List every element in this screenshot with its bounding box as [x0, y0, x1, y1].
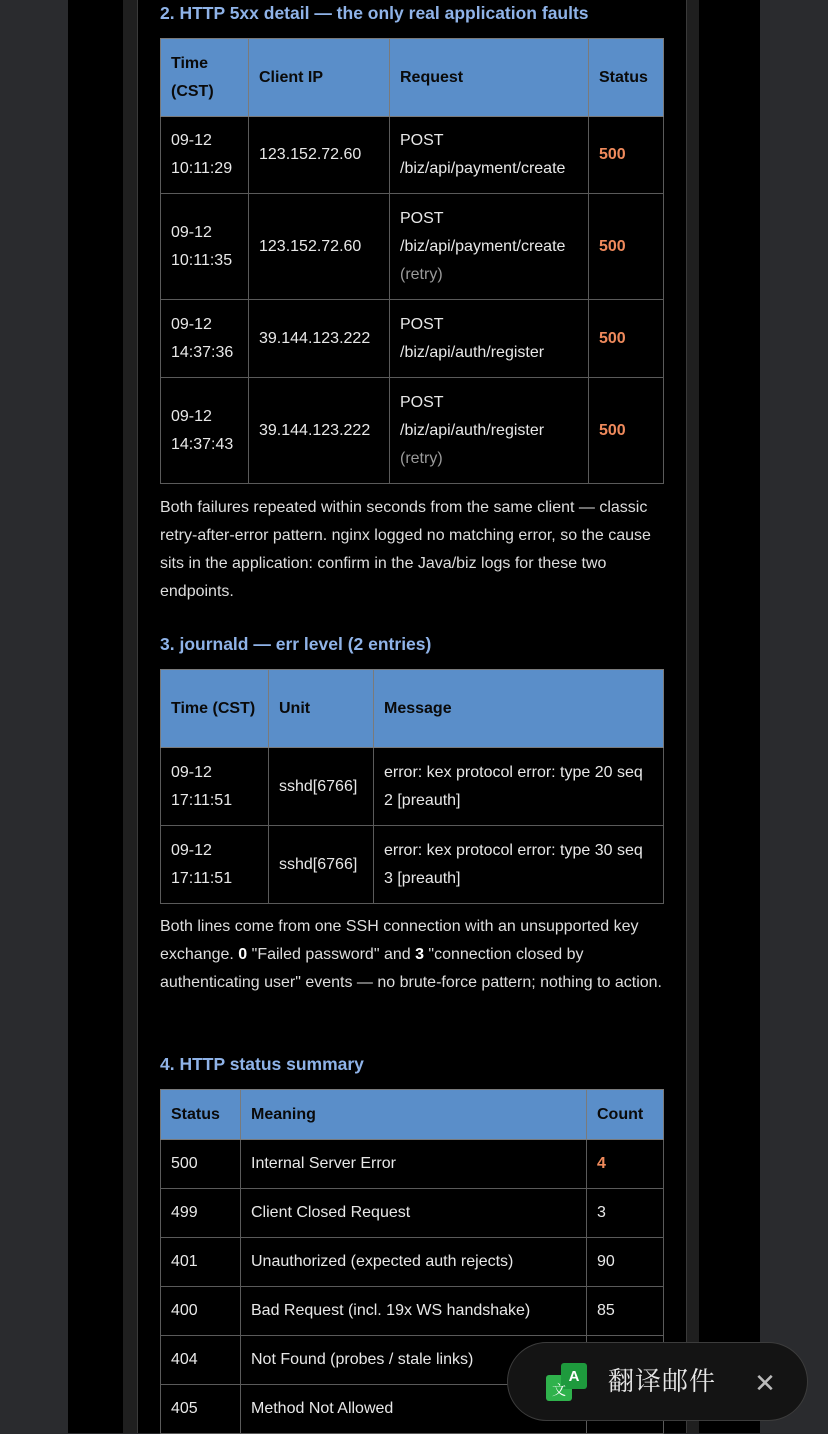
failed-password-count: 0	[238, 946, 248, 963]
close-icon[interactable]: ✕	[754, 1368, 776, 1398]
ip-cell: 123.152.72.60	[249, 194, 390, 300]
section-note-5xx: Both failures repeated within seconds from the same client — classic retry-after-error pattern. nginx logged no matching error, so the cause sits in the application: confirm in the Java/biz logs for these two endpoints.	[160, 499, 651, 600]
table-row	[161, 1287, 664, 1336]
meaning-cell: Unauthorized (expected auth rejects)	[241, 1238, 587, 1287]
date-text: 09-12	[171, 763, 212, 781]
http-5xx-table	[160, 38, 664, 484]
message-cell: error: kex protocol error: type 30 seq 3 [preauth]	[374, 826, 664, 904]
time-cell	[161, 826, 269, 904]
time-cell	[161, 748, 269, 826]
table-row	[161, 378, 664, 484]
method-text: POST	[400, 393, 444, 411]
translate-email-label[interactable]: 翻译邮件	[608, 1367, 717, 1397]
path-text: /biz/api/payment/create	[400, 160, 566, 177]
ip-cell: 39.144.123.222	[249, 300, 390, 378]
time-text: 14:37:36	[171, 343, 234, 361]
journald-table	[160, 669, 664, 904]
table-row	[161, 194, 664, 300]
table-row	[161, 1238, 664, 1287]
date-text: 09-12	[171, 132, 212, 149]
note-text: "Failed password" and	[247, 946, 416, 963]
meaning-cell: Bad Request (incl. 19x WS handshake)	[241, 1287, 587, 1336]
date-text: 09-12	[171, 315, 212, 333]
message-cell: error: kex protocol error: type 20 seq 2 [preauth]	[374, 748, 664, 826]
section-note-journald	[160, 913, 663, 997]
col-header-time: Time (CST)	[161, 39, 249, 117]
time-text: 14:37:43	[171, 435, 234, 453]
table-row	[161, 826, 664, 904]
meaning-cell: Method Not Allowed	[241, 1385, 587, 1434]
time-text: 17:11:51	[171, 869, 233, 887]
time-cell	[161, 300, 249, 378]
section-title-5xx: 2. HTTP 5xx detail — the only real application faults	[160, 3, 589, 23]
count-cell: 4	[587, 1140, 664, 1189]
status-cell: 499	[161, 1189, 241, 1238]
table-header-row	[161, 1090, 664, 1140]
ip-cell: 39.144.123.222	[249, 378, 390, 484]
method-text: POST	[400, 132, 444, 149]
status-cell: 401	[161, 1238, 241, 1287]
status-cell: 500	[589, 300, 664, 378]
time-cell	[161, 378, 249, 484]
section-title-journald: 3. journald — err level (2 entries)	[160, 634, 432, 654]
col-header-status: Status	[589, 39, 664, 117]
col-header-message: Message	[374, 670, 664, 748]
date-text: 09-12	[171, 841, 212, 859]
col-header-client-ip: Client IP	[249, 39, 390, 117]
time-cell	[161, 117, 249, 194]
table-header-row	[161, 39, 664, 117]
table-row	[161, 1189, 664, 1238]
unit-cell: sshd[6766]	[269, 748, 374, 826]
meaning-cell: Client Closed Request	[241, 1189, 587, 1238]
note-text: Both lines come from one SSH connection with an unsupported key exchange.	[160, 918, 639, 963]
col-header-status: Status	[161, 1090, 241, 1140]
table-row	[161, 748, 664, 826]
status-cell: 500	[589, 117, 664, 194]
section-title-status-summary: 4. HTTP status summary	[160, 1054, 364, 1074]
table-row	[161, 1140, 664, 1189]
col-header-request: Request	[390, 39, 589, 117]
translate-glyph-a: A	[568, 1368, 580, 1385]
status-cell: 400	[161, 1287, 241, 1336]
meaning-cell: Not Found (probes / stale links)	[241, 1336, 587, 1385]
status-cell: 500	[161, 1140, 241, 1189]
col-header-time: Time (CST)	[161, 670, 269, 748]
time-cell	[161, 194, 249, 300]
translate-email-toast[interactable]	[507, 1342, 808, 1421]
col-header-meaning: Meaning	[241, 1090, 587, 1140]
request-cell	[390, 194, 589, 300]
retry-note: (retry)	[400, 449, 443, 467]
table-row	[161, 300, 664, 378]
ip-cell: 123.152.72.60	[249, 117, 390, 194]
path-text: /biz/api/payment/create	[400, 237, 566, 255]
table-row	[161, 117, 664, 194]
path-text: /biz/api/auth/register	[400, 343, 545, 361]
time-text: 10:11:29	[171, 160, 233, 177]
count-cell: 85	[587, 1287, 664, 1336]
connection-closed-count: 3	[415, 946, 424, 963]
count-cell: 3	[587, 1189, 664, 1238]
unit-cell: sshd[6766]	[269, 826, 374, 904]
method-text: POST	[400, 209, 444, 227]
date-text: 09-12	[171, 407, 212, 425]
request-cell	[390, 300, 589, 378]
table-header-row	[161, 670, 664, 748]
meaning-cell: Internal Server Error	[241, 1140, 587, 1189]
col-header-unit: Unit	[269, 670, 374, 748]
request-cell	[390, 117, 589, 194]
time-text: 17:11:51	[171, 791, 233, 809]
col-header-count: Count	[587, 1090, 664, 1140]
path-text: /biz/api/auth/register	[400, 421, 545, 439]
method-text: POST	[400, 315, 444, 333]
status-cell: 500	[589, 194, 664, 300]
count-cell: 90	[587, 1238, 664, 1287]
translate-icon	[546, 1363, 590, 1405]
status-cell: 405	[161, 1385, 241, 1434]
note-text: "connection closed by authenticating user" events — no brute-force pattern; nothing to action.	[160, 946, 662, 991]
status-cell: 404	[161, 1336, 241, 1385]
status-cell: 500	[589, 378, 664, 484]
retry-note: (retry)	[400, 265, 443, 283]
date-text: 09-12	[171, 223, 212, 241]
request-cell	[390, 378, 589, 484]
time-text: 10:11:35	[171, 251, 233, 269]
translate-glyph-b: 文	[552, 1383, 566, 1399]
